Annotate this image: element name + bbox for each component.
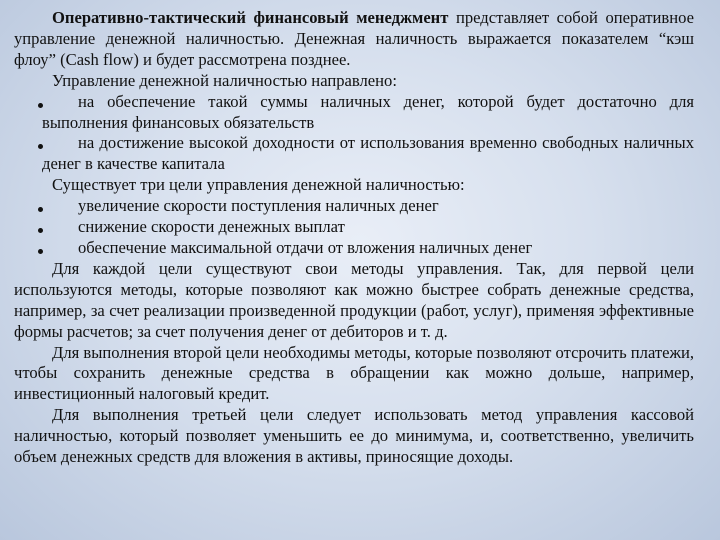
list-item-text: увеличение скорости поступления наличных денег (78, 196, 439, 216)
bullet-icon (38, 144, 43, 149)
intro-title: Оперативно-тактический финансовый менеджмент (52, 8, 449, 27)
bullet-icon (38, 228, 43, 233)
goals-list (14, 196, 694, 259)
list-item (42, 196, 694, 217)
list-item-text: обеспечение максимальной отдачи от вложения наличных денег (78, 237, 533, 257)
bullet-icon (38, 249, 43, 254)
bullet-icon (38, 207, 43, 212)
intro-text: представляет собой оперативное управление денежной наличностью. Денежная наличность выражается показателем “кэш флоу” (Cash flow) и будет рассмотрена позднее. (14, 8, 694, 69)
document-body (14, 8, 694, 468)
list-item (42, 217, 694, 238)
intro-paragraph (14, 8, 694, 71)
list-item-text: снижение скорости денежных выплат (78, 217, 345, 237)
third-goal-paragraph: Для выполнения третьей цели следует использовать метод управления кассовой наличностью, который позволяет уменьшить ее до минимума, и, соответственно, увеличить объем денежных средств для вложения в активы, приносящие доходы. (14, 405, 694, 467)
list-item (42, 133, 694, 175)
second-goal-paragraph: Для выполнения второй цели необходимы методы, которые позволяют отсрочить платежи, чтобы сохранить денежные средства в обращении как можно дольше, например, инвестиционный налоговый кредит. (14, 342, 694, 404)
bullet-icon (38, 103, 43, 108)
management-heading: Управление денежной наличностью направлено: (52, 70, 397, 90)
management-list (14, 92, 694, 176)
list-item-text: на достижение высокой доходности от использования временно свободных наличных денег в качестве капитала (42, 133, 694, 174)
methods-paragraph: Для каждой цели существуют свои методы управления. Так, для первой цели используются методы, которые позволяют как можно быстрее собрать денежные средства, например, за счет реализации произведенной продукции (работ, услуг), применяя эффективные формы расчетов; за счет получения денег от дебиторов и т. д. (14, 258, 694, 341)
list-item (42, 92, 694, 134)
goals-heading: Существует три цели управления денежной наличностью: (52, 175, 465, 195)
list-item (42, 238, 694, 259)
list-item-text: на обеспечение такой суммы наличных денег, которой будет достаточно для выполнения финансовых обязательств (42, 91, 694, 132)
